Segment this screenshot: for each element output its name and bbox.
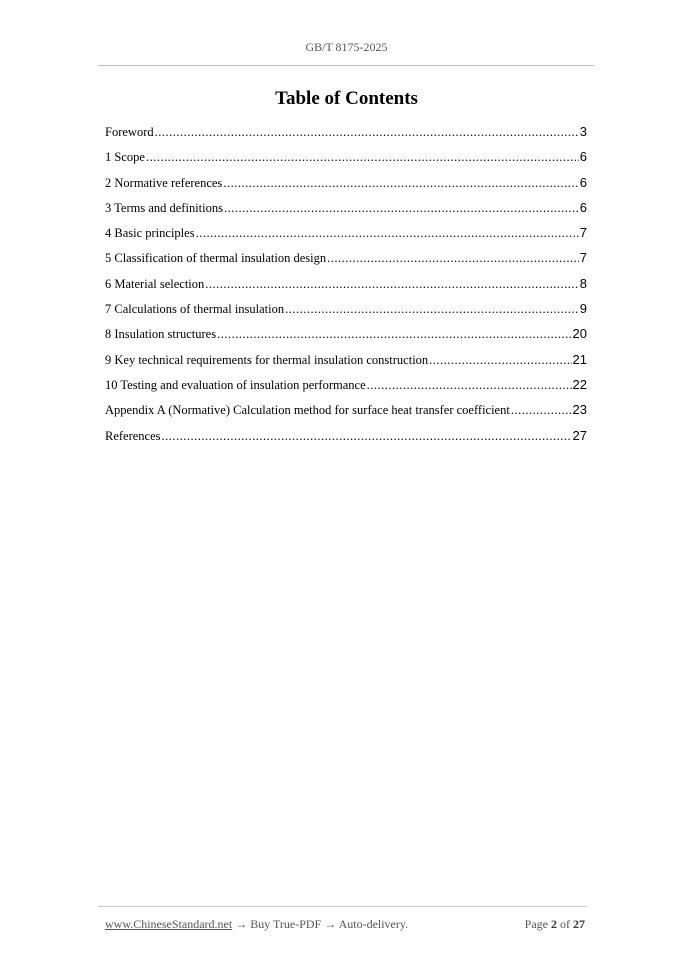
toc-dot-leader bbox=[327, 248, 579, 268]
toc-entry-page: 6 bbox=[579, 174, 587, 190]
toc-entry-basic-principles[interactable] bbox=[105, 223, 587, 248]
toc-entry-scope[interactable] bbox=[105, 147, 587, 172]
page-current: 2 bbox=[551, 917, 557, 931]
toc-dot-leader bbox=[511, 400, 572, 420]
toc-entry-label: 1 Scope bbox=[105, 150, 145, 165]
toc-list bbox=[105, 122, 587, 451]
toc-entry-page: 21 bbox=[572, 351, 587, 367]
toc-entry-label: 9 Key technical requirements for thermal insulation construction bbox=[105, 352, 429, 367]
toc-entry-calculations[interactable] bbox=[105, 299, 587, 324]
toc-entry-material-selection[interactable] bbox=[105, 274, 587, 299]
toc-entry-page: 7 bbox=[579, 250, 587, 266]
toc-entry-label: 8 Insulation structures bbox=[105, 327, 217, 342]
toc-entry-page: 23 bbox=[572, 402, 587, 418]
toc-entry-page: 6 bbox=[579, 149, 587, 165]
toc-dot-leader bbox=[205, 274, 578, 294]
footer-promo bbox=[105, 917, 408, 932]
toc-entry-testing-evaluation[interactable] bbox=[105, 375, 587, 400]
toc-entry-label: 4 Basic principles bbox=[105, 226, 195, 241]
toc-entry-page: 22 bbox=[572, 376, 587, 392]
toc-entry-page: 6 bbox=[579, 199, 587, 215]
toc-dot-leader bbox=[162, 426, 572, 446]
toc-entry-label: 3 Terms and definitions bbox=[105, 200, 223, 215]
toc-entry-page: 27 bbox=[572, 427, 587, 443]
toc-dot-leader bbox=[429, 350, 571, 370]
page-indicator bbox=[525, 917, 585, 932]
toc-dot-leader bbox=[367, 375, 572, 395]
toc-entry-insulation-structures[interactable] bbox=[105, 324, 587, 349]
toc-dot-leader bbox=[285, 299, 579, 319]
toc-entry-label: 2 Normative references bbox=[105, 175, 223, 190]
toc-entry-label: 6 Material selection bbox=[105, 276, 205, 291]
toc-entry-label: Appendix A (Normative) Calculation method for surface heat transfer coefficient bbox=[105, 403, 510, 418]
toc-entry-foreword[interactable] bbox=[105, 122, 587, 147]
toc-dot-leader bbox=[217, 324, 571, 344]
toc-entry-terms-definitions[interactable] bbox=[105, 198, 587, 223]
toc-dot-leader bbox=[223, 173, 578, 193]
site-link[interactable]: www.ChineseStandard.net bbox=[105, 917, 233, 931]
toc-dot-leader bbox=[224, 198, 579, 218]
running-header bbox=[0, 40, 693, 55]
toc-entry-appendix-a[interactable] bbox=[105, 400, 587, 425]
toc-entry-label: 10 Testing and evaluation of insulation performance bbox=[105, 377, 366, 392]
footer-tagline: → Buy True-PDF → Auto-delivery. bbox=[232, 917, 409, 931]
toc-entry-classification[interactable] bbox=[105, 248, 587, 273]
toc-entry-page: 20 bbox=[572, 326, 587, 342]
toc-entry-page: 3 bbox=[579, 124, 587, 139]
document-code: GB/T 8175-2025 bbox=[305, 40, 388, 54]
toc-entry-label: 5 Classification of thermal insulation design bbox=[105, 251, 327, 266]
toc-entry-label: 7 Calculations of thermal insulation bbox=[105, 302, 285, 317]
toc-entry-references[interactable] bbox=[105, 426, 587, 451]
header-divider bbox=[98, 65, 594, 66]
toc-entry-label: Foreword bbox=[105, 125, 154, 139]
toc-entry-label: References bbox=[105, 428, 161, 443]
toc-entry-construction-requirements[interactable] bbox=[105, 350, 587, 375]
toc-entry-normative-references[interactable] bbox=[105, 173, 587, 198]
toc-dot-leader bbox=[196, 223, 579, 243]
page-word: Page bbox=[524, 917, 548, 931]
toc-title: Table of Contents bbox=[275, 88, 418, 109]
toc-entry-page: 7 bbox=[579, 225, 587, 241]
toc-entry-page: 8 bbox=[579, 275, 587, 291]
toc-entry-page: 9 bbox=[579, 301, 587, 317]
footer-divider bbox=[98, 906, 587, 907]
of-word: of bbox=[560, 917, 570, 931]
toc-dot-leader bbox=[155, 122, 579, 142]
toc-dot-leader bbox=[146, 147, 579, 167]
page-total: 27 bbox=[573, 917, 585, 931]
